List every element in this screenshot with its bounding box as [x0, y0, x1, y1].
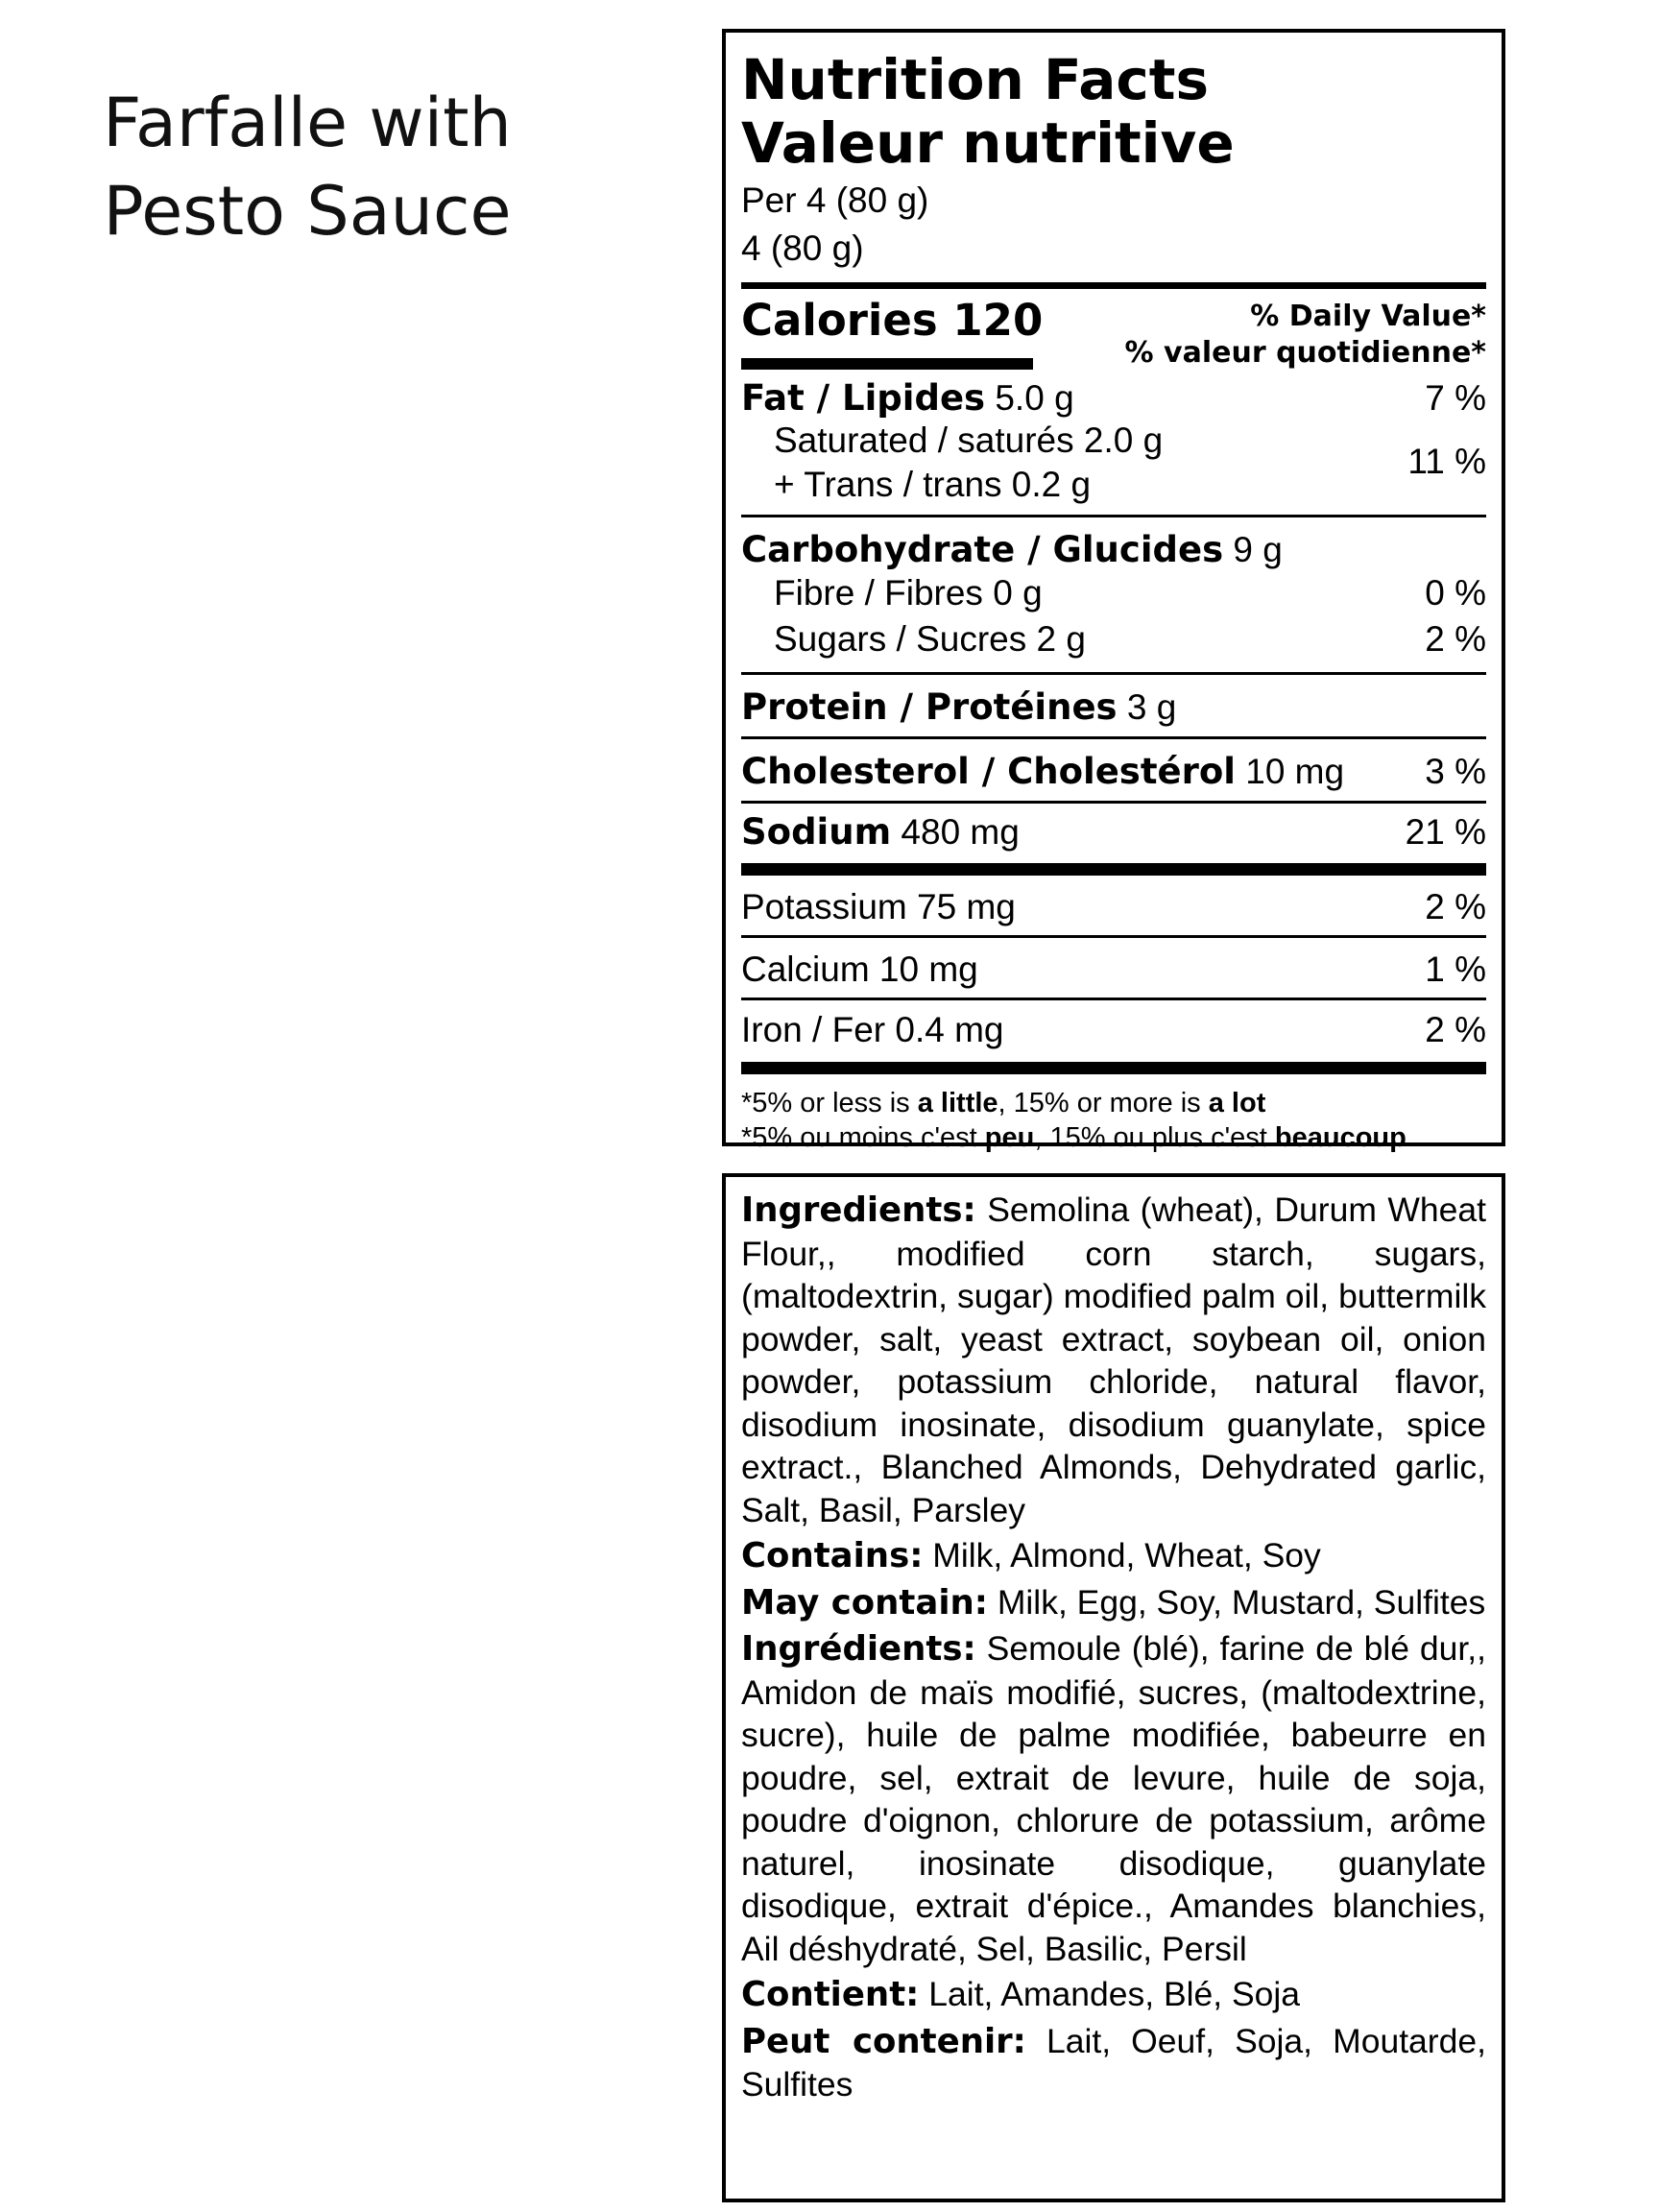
cholesterol-row	[741, 749, 1486, 795]
divider	[741, 801, 1486, 804]
iron-pct: 2 %	[1425, 1010, 1486, 1049]
protein-amount: 3 g	[1126, 687, 1177, 727]
footnote-en-part1: *5% or less is	[741, 1088, 918, 1118]
ingredients-box	[722, 1173, 1505, 2202]
calcium-row	[741, 946, 1486, 994]
divider	[741, 736, 1486, 739]
carb-amount: 9 g	[1233, 530, 1283, 569]
iron-row	[741, 1006, 1486, 1054]
calories-block	[741, 289, 1486, 372]
fat-label: Fat / Lipides	[741, 377, 986, 419]
footnote-fr-part1: *5% ou moins c'est	[741, 1122, 985, 1153]
footnote-en-bold1: a little	[917, 1088, 998, 1118]
sodium-amount: 480 mg	[901, 812, 1020, 852]
sugars-label: Sugars / Sucres 2 g	[774, 619, 1086, 659]
calcium-label: Calcium 10 mg	[741, 950, 978, 989]
footnote-en-part2: , 15% or more is	[998, 1088, 1209, 1118]
divider	[741, 935, 1486, 938]
potassium-pct: 2 %	[1425, 887, 1486, 926]
contient-label: Contient:	[741, 1975, 920, 2014]
protein-label: Protein / Protéines	[741, 686, 1118, 728]
contains-label: Contains:	[741, 1536, 924, 1575]
nutrition-title-fr: Valeur nutritive	[741, 110, 1235, 176]
thick-divider	[741, 282, 1486, 289]
product-title	[77, 79, 538, 255]
potassium-label: Potassium 75 mg	[741, 887, 1016, 926]
peut-contenir-fr	[741, 2020, 1486, 2106]
daily-value-fr: % valeur quotidienne*	[1124, 336, 1486, 370]
divider	[741, 672, 1486, 675]
cholesterol-amount: 10 mg	[1245, 752, 1345, 791]
contains-en	[741, 1534, 1486, 1578]
ingredients-fr-text: Semoule (blé), farine de blé dur,, Amidon de maïs modifié, sucres, (maltodextrine, sucre), huile de palme modifiée, babeurre en poudre, sel, extrait de levure, huile de soja, poudre d'oignon, chlorure de potassium, arôme naturel, inosinate disodique, guanylate disodique, extrait d'épice., Amandes blanchies, Ail déshydraté, Sel, Basilic, Persil	[741, 1629, 1487, 1968]
sugars-pct: 2 %	[1425, 619, 1486, 659]
sodium-label: Sodium	[741, 811, 892, 853]
contains-text: Milk, Almond, Wheat, Soy	[932, 1536, 1321, 1575]
calories-label: Calories 120	[741, 295, 1044, 346]
sat-trans-pct: 11 %	[1407, 442, 1486, 481]
iron-label: Iron / Fer 0.4 mg	[741, 1010, 1004, 1049]
footnote-fr-bold2: beaucoup	[1274, 1122, 1407, 1153]
carb-label: Carbohydrate / Glucides	[741, 529, 1224, 570]
product-title-line2: Pesto Sauce	[103, 172, 512, 251]
thick-divider	[741, 863, 1486, 876]
fibre-pct: 0 %	[1425, 573, 1486, 613]
contient-text: Lait, Amandes, Blé, Soja	[928, 1975, 1301, 2013]
sodium-pct: 21 %	[1405, 812, 1486, 852]
saturated-line: Saturated / saturés 2.0 g	[774, 421, 1164, 460]
fat-amount: 5.0 g	[995, 378, 1074, 418]
footnote-en-bold2: a lot	[1208, 1088, 1266, 1118]
fibre-row	[741, 570, 1486, 616]
may-contain-label: May contain:	[741, 1582, 988, 1623]
footnote-fr-bold1: peu	[984, 1122, 1035, 1153]
trans-line: + Trans / trans 0.2 g	[774, 465, 1092, 504]
carbohydrate-row	[741, 529, 1486, 570]
fibre-label: Fibre / Fibres 0 g	[774, 573, 1043, 613]
thick-divider	[741, 1062, 1486, 1074]
ingredients-en-label: Ingredients:	[741, 1190, 976, 1230]
sat-trans-group	[741, 419, 1486, 509]
nutrition-title-en: Nutrition Facts	[741, 47, 1209, 112]
ingredients-en-text: Semolina (wheat), Durum Wheat Flour,, modified corn starch, sugars, (maltodextrin, sugar) modified palm oil, buttermilk powder, salt, yeast extract, soybean oil, onion powder, potassium chloride, natural flavor, disodium inosinate, disodium guanylate, spice extract., Blanched Almonds, Dehydrated garlic, Salt, Basil, Parsley	[741, 1190, 1486, 1529]
may-contain-en	[741, 1581, 1486, 1625]
daily-value-header	[1125, 299, 1486, 372]
footnote-en	[741, 1086, 1486, 1120]
daily-value-en: % Daily Value*	[1250, 300, 1486, 333]
serving-size-line2: 4 (80 g)	[741, 228, 864, 268]
ingredients-en	[741, 1189, 1486, 1531]
divider	[741, 515, 1486, 517]
ingredients-fr-label: Ingrédients:	[741, 1629, 976, 1669]
protein-row	[741, 685, 1486, 731]
cholesterol-pct: 3 %	[1425, 752, 1486, 791]
footnote-fr	[741, 1120, 1486, 1155]
divider	[741, 998, 1486, 1000]
peut-contenir-label: Peut contenir:	[741, 2021, 1026, 2061]
fat-row	[741, 377, 1486, 419]
ingredients-fr	[741, 1627, 1486, 1970]
potassium-row	[741, 883, 1486, 931]
footnote-fr-part2: , 15% ou plus c'est	[1034, 1122, 1275, 1153]
peut-contenir-text: Lait, Oeuf, Soja, Moutarde, Sulfites	[741, 2021, 1486, 2104]
sugars-row	[741, 616, 1486, 662]
sodium-row	[741, 809, 1486, 855]
cholesterol-label: Cholesterol / Cholestérol	[741, 751, 1236, 792]
nutrition-facts-table	[722, 29, 1505, 1153]
fat-pct: 7 %	[1425, 378, 1486, 418]
may-contain-text: Milk, Egg, Soy, Mustard, Sulfites	[997, 1582, 1486, 1622]
calories-bar	[741, 358, 1033, 370]
contient-fr	[741, 1973, 1486, 2017]
product-title-line1: Farfalle with	[103, 84, 512, 162]
serving-size-line1: Per 4 (80 g)	[741, 180, 929, 220]
calcium-pct: 1 %	[1425, 950, 1486, 989]
